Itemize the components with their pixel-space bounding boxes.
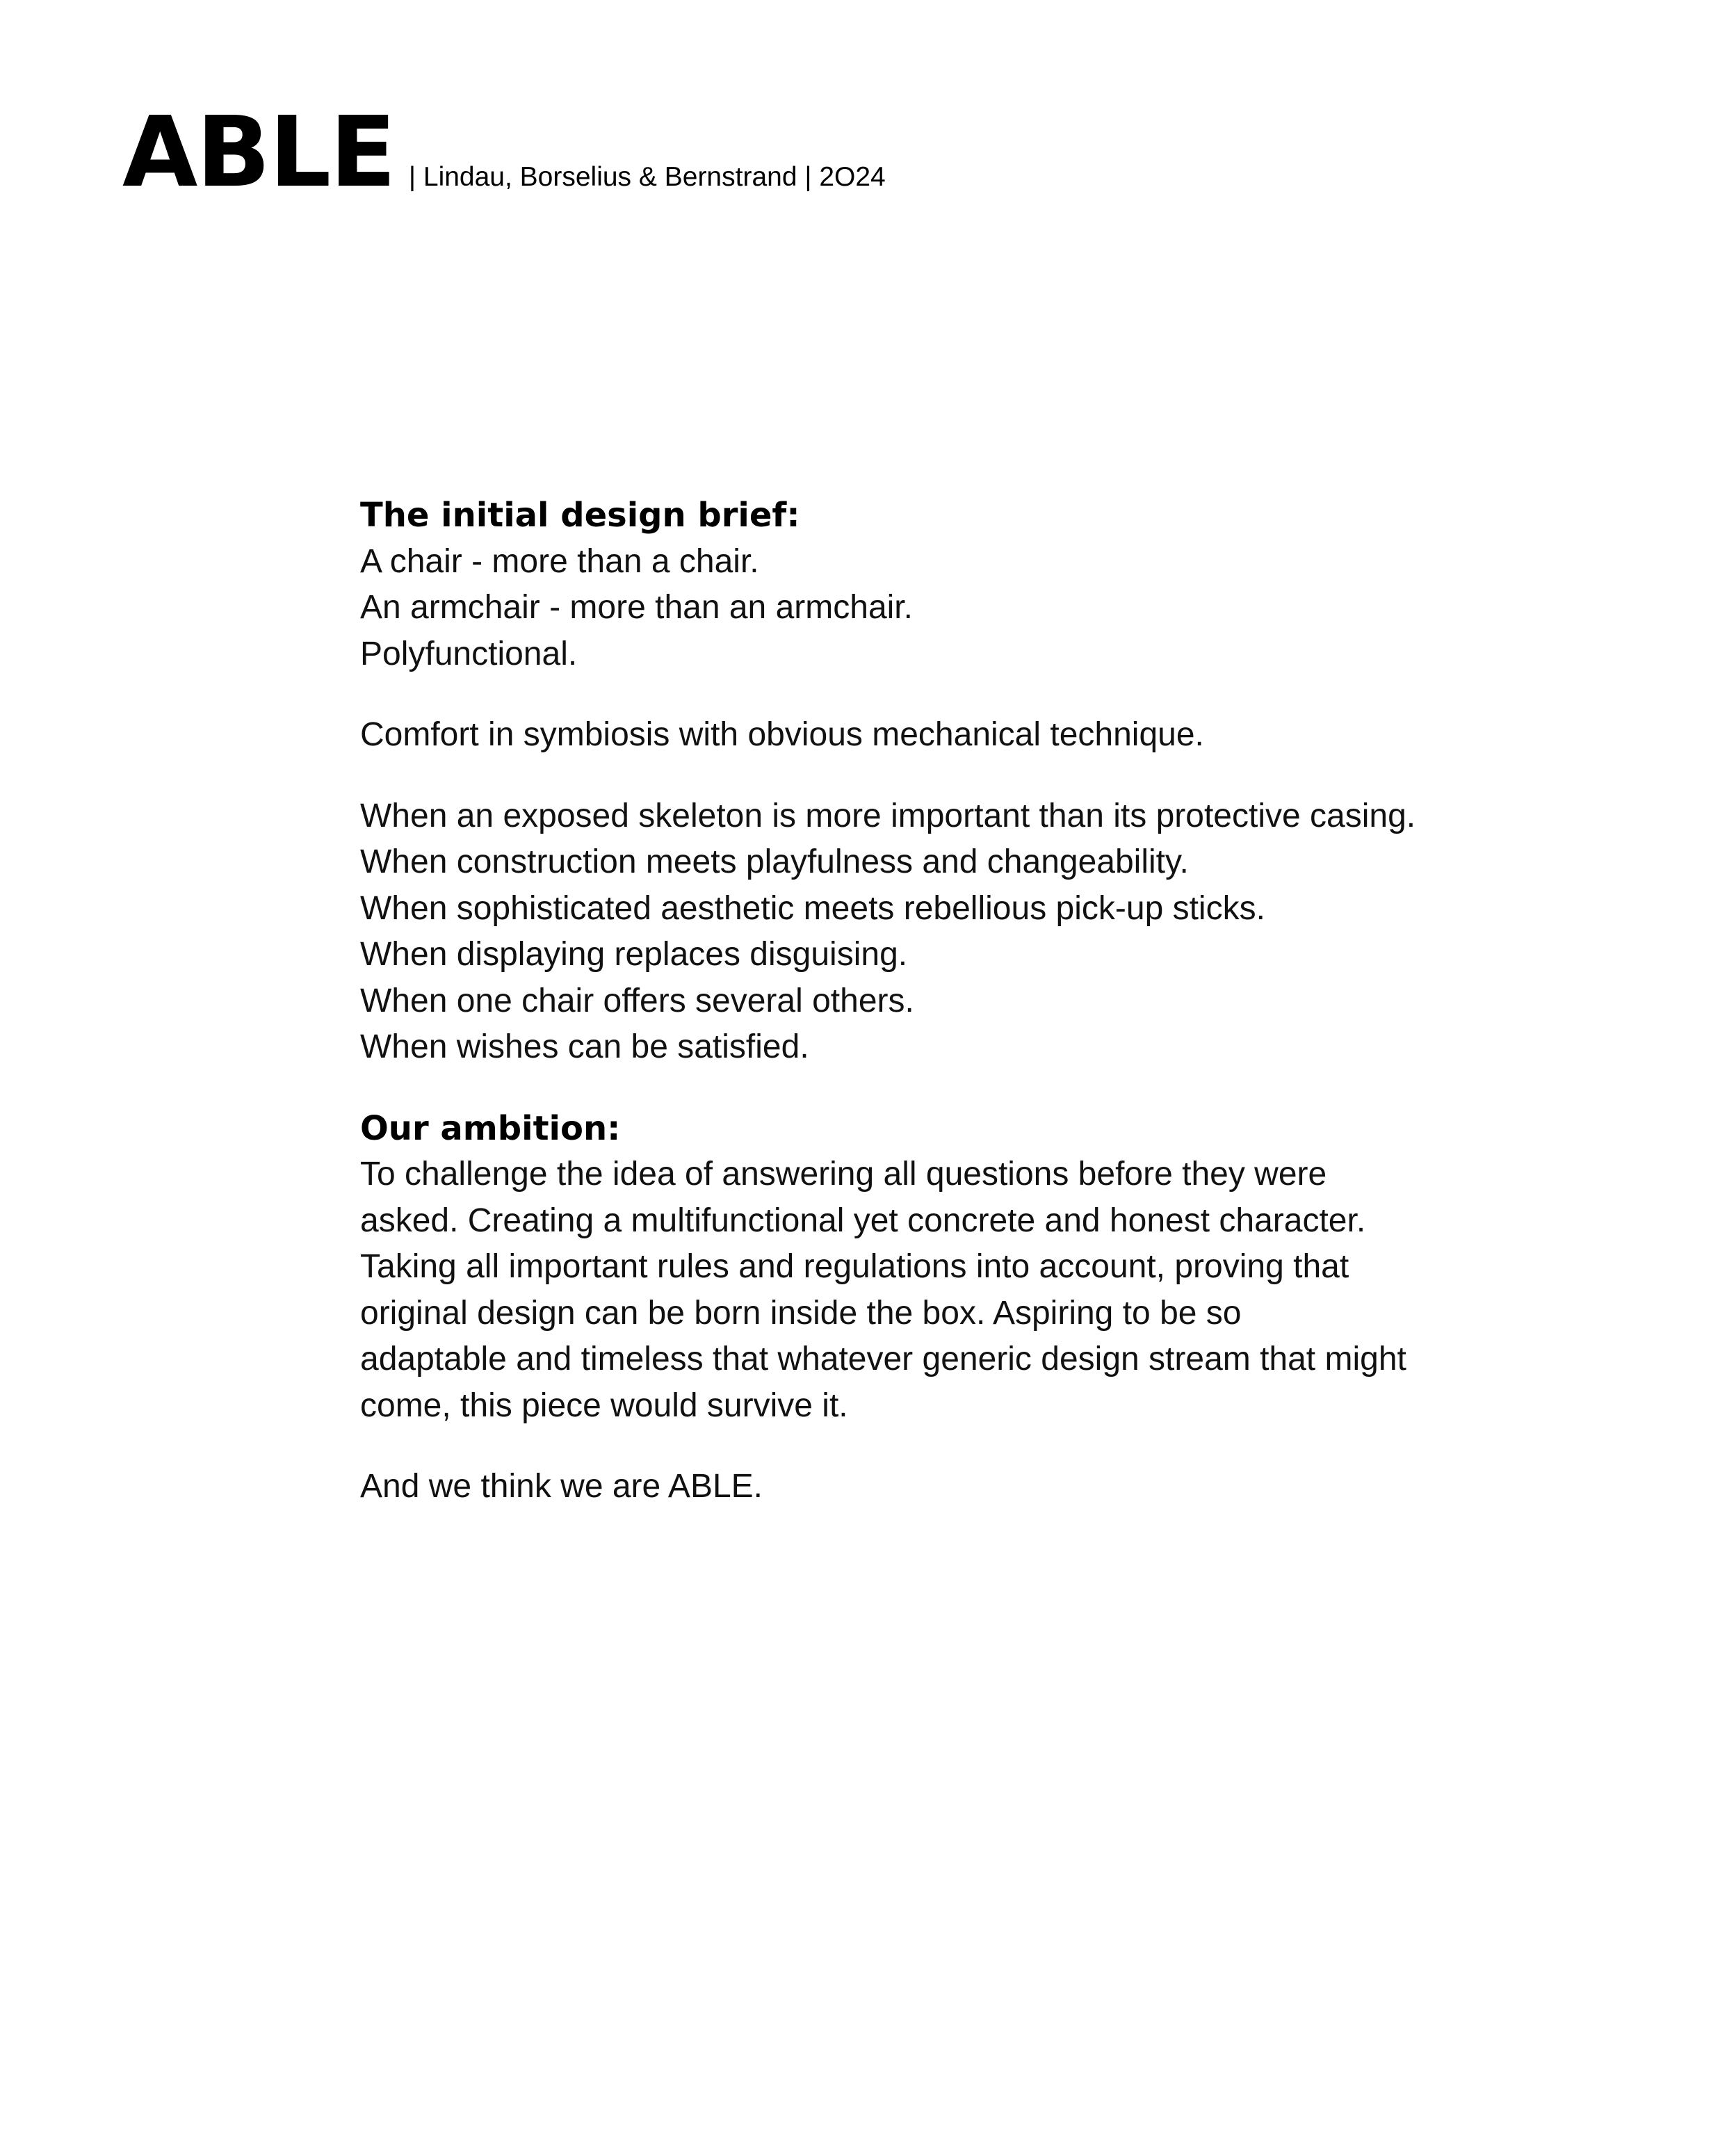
main-content — [360, 492, 1445, 1510]
design-brief-heading: The initial design brief: — [360, 496, 800, 535]
ambition-heading: Our ambition: — [360, 1108, 621, 1148]
comfort-section — [360, 712, 1445, 759]
brief-line: A chair - more than a chair. — [360, 542, 759, 580]
when-line: When displaying replaces disguising. — [360, 936, 908, 973]
when-line: When an exposed skeleton is more important than its protective casing. — [360, 797, 1416, 834]
byline: | Lindau, Borselius & Bernstrand | 2O24 — [408, 162, 886, 192]
brief-line: An armchair - more than an armchair. — [360, 589, 913, 626]
ambition-line: original design can be born inside the box. Aspiring to be so — [360, 1294, 1242, 1332]
when-line: When wishes can be satisfied. — [360, 1028, 809, 1065]
when-section — [360, 793, 1445, 1071]
when-line: When sophisticated aesthetic meets rebellious pick-up sticks. — [360, 889, 1265, 927]
ambition-line: come, this piece would survive it. — [360, 1387, 848, 1424]
ambition-line: adaptable and timeless that whatever generic design stream that might — [360, 1341, 1406, 1377]
design-brief-section — [360, 492, 1445, 677]
closing-line: And we think we are ABLE. — [360, 1468, 763, 1505]
page-header — [122, 96, 886, 209]
ambition-section — [360, 1106, 1445, 1430]
closing-section — [360, 1464, 1445, 1510]
when-line: When construction meets playfulness and changeability. — [360, 843, 1189, 880]
when-line: When one chair offers several others. — [360, 982, 914, 1019]
comfort-line: Comfort in symbiosis with obvious mechanical technique. — [360, 716, 1204, 753]
brief-line: Polyfunctional. — [360, 635, 578, 672]
ambition-line: To challenge the idea of answering all questions before they were — [360, 1156, 1327, 1193]
brand-title: ABLE — [122, 96, 395, 209]
ambition-line: Taking all important rules and regulations into account, proving that — [360, 1248, 1349, 1285]
ambition-line: asked. Creating a multifunctional yet concrete and honest character. — [360, 1202, 1366, 1239]
